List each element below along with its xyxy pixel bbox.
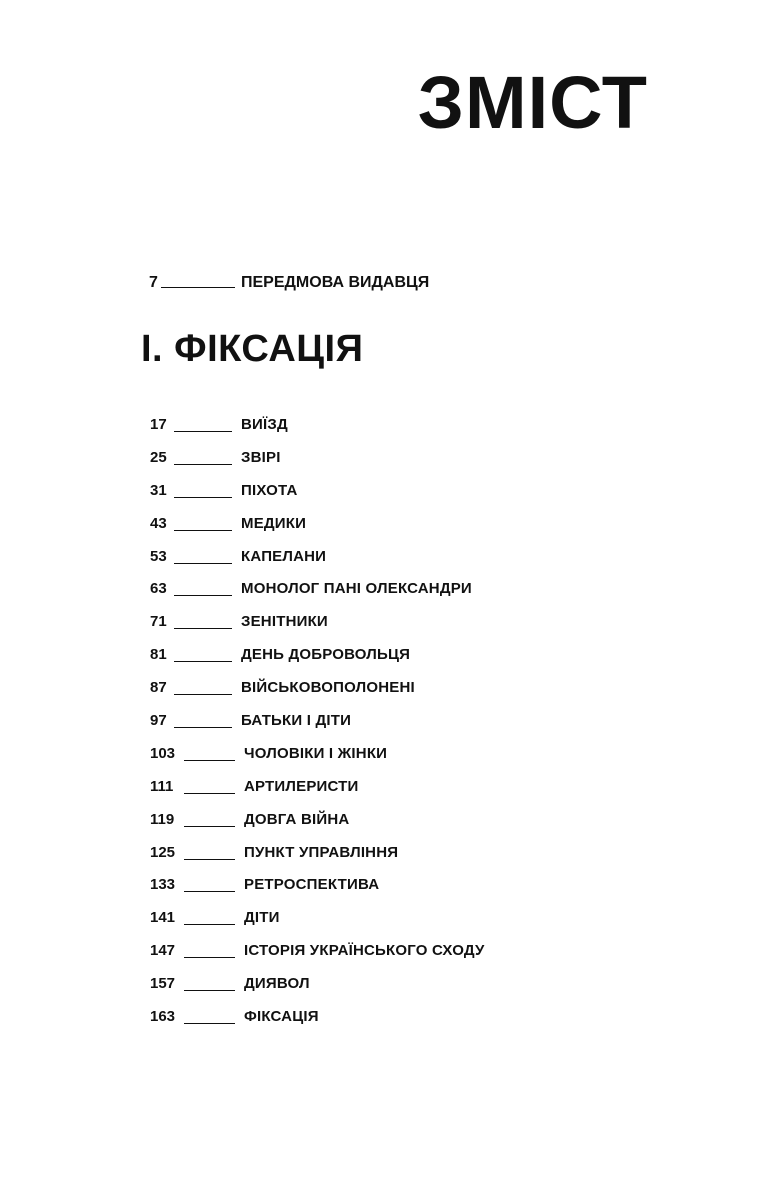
toc-page-number: 103 — [150, 744, 176, 762]
toc-entry[interactable] — [150, 743, 485, 776]
toc-leader-line — [174, 628, 232, 629]
toc-entry-label: МЕДИКИ — [241, 514, 307, 532]
toc-page-number: 163 — [150, 1008, 176, 1026]
toc-leader-line — [174, 464, 232, 465]
toc-page-number: 17 — [150, 416, 167, 433]
toc-leader-line — [184, 924, 235, 925]
toc-page-number: 97 — [150, 712, 167, 730]
toc-entry[interactable] — [150, 710, 485, 743]
toc-entry[interactable] — [150, 809, 485, 842]
toc-entry[interactable] — [150, 677, 485, 710]
toc-page-number: 71 — [150, 613, 167, 631]
toc-entry[interactable] — [150, 546, 485, 579]
toc-entry-label: ЧОЛОВІКИ І ЖІНКИ — [244, 744, 388, 762]
toc-entry[interactable] — [150, 874, 485, 907]
toc-entry-label: ВИЇЗД — [241, 416, 288, 433]
toc-entry-label: ДОВГА ВІЙНА — [244, 810, 350, 828]
toc-page-number: 87 — [150, 679, 167, 697]
toc-entry[interactable] — [150, 480, 485, 513]
toc-entry-label: ЗВІРІ — [241, 448, 281, 466]
toc-list — [150, 414, 485, 1039]
toc-page-number: 43 — [150, 514, 167, 532]
toc-entry-label: КАПЕЛАНИ — [241, 547, 327, 565]
toc-page-number: 53 — [150, 547, 167, 565]
toc-entry[interactable] — [150, 940, 485, 973]
toc-entry[interactable] — [150, 414, 485, 447]
toc-entry-label: ПУНКТ УПРАВЛІННЯ — [244, 843, 399, 861]
toc-page-number: 81 — [150, 646, 167, 664]
toc-page-number: 63 — [150, 580, 167, 598]
toc-leader-line — [184, 1023, 235, 1024]
section-title: І. ФІКСАЦІЯ — [141, 328, 364, 370]
toc-entry[interactable] — [150, 842, 485, 875]
toc-entry-label: ЗЕНІТНИКИ — [241, 613, 328, 631]
toc-page-number: 25 — [150, 448, 167, 466]
toc-page-number: 133 — [150, 876, 176, 894]
toc-entry[interactable] — [150, 447, 485, 480]
toc-page-number: 31 — [150, 481, 167, 499]
page-title: ЗМІСТ — [417, 61, 648, 144]
toc-entry[interactable] — [150, 611, 485, 644]
toc-page-number: 147 — [150, 942, 176, 960]
toc-entry[interactable] — [150, 1006, 485, 1039]
toc-entry-label: ПЕРЕДМОВА ВИДАВЦЯ — [241, 274, 430, 291]
toc-leader-line — [184, 859, 235, 860]
toc-entry-label: ІСТОРІЯ УКРАЇНСЬКОГО СХОДУ — [244, 942, 485, 960]
toc-entry-label: ДИЯВОЛ — [244, 975, 310, 993]
toc-entry[interactable] — [150, 907, 485, 940]
toc-page-number: 7 — [149, 274, 158, 291]
toc-entry-label: ДЕНЬ ДОБРОВОЛЬЦЯ — [241, 646, 411, 664]
toc-leader-line — [174, 431, 232, 432]
toc-page-number: 119 — [150, 810, 175, 828]
toc-entry-preface[interactable] — [149, 272, 429, 292]
toc-page-number: 111 — [150, 777, 174, 795]
toc-entry[interactable] — [150, 973, 485, 1006]
toc-leader-line — [174, 595, 232, 596]
toc-page-number: 141 — [150, 909, 176, 927]
toc-leader-line — [184, 793, 235, 794]
toc-entry-label: ФІКСАЦІЯ — [244, 1008, 319, 1026]
toc-entry[interactable] — [150, 513, 485, 546]
toc-leader-line — [174, 530, 232, 531]
toc-leader-line — [184, 891, 235, 892]
toc-leader-line — [184, 957, 235, 958]
toc-leader-line — [161, 287, 235, 288]
toc-entry-label: ДІТИ — [244, 909, 280, 927]
toc-page-number: 125 — [150, 843, 176, 861]
toc-entry[interactable] — [150, 578, 485, 611]
toc-leader-line — [184, 826, 235, 827]
toc-leader-line — [174, 661, 232, 662]
toc-leader-line — [184, 760, 235, 761]
toc-entry-label: ВІЙСЬКОВОПОЛОНЕНІ — [241, 679, 415, 697]
toc-entry-label: МОНОЛОГ ПАНІ ОЛЕКСАНДРИ — [241, 580, 472, 598]
toc-entry[interactable] — [150, 644, 485, 677]
toc-leader-line — [174, 727, 232, 728]
toc-leader-line — [174, 497, 232, 498]
toc-leader-line — [184, 990, 235, 991]
toc-entry-label: БАТЬКИ І ДІТИ — [241, 712, 352, 730]
toc-leader-line — [174, 694, 232, 695]
toc-page-number: 157 — [150, 975, 176, 993]
toc-entry-label: РЕТРОСПЕКТИВА — [244, 876, 380, 894]
toc-entry[interactable] — [150, 776, 485, 809]
toc-entry-label: АРТИЛЕРИСТИ — [244, 777, 359, 795]
toc-entry-label: ПІХОТА — [241, 481, 298, 499]
toc-leader-line — [174, 563, 232, 564]
